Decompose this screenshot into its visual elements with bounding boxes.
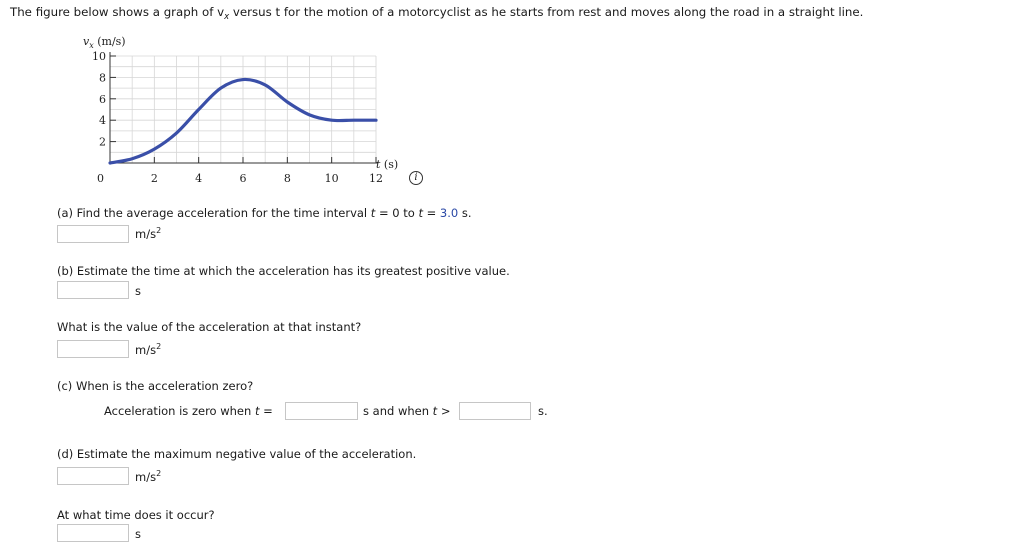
answer-b2-input[interactable]	[57, 340, 129, 358]
velocity-time-graph	[0, 0, 1024, 200]
x-tick-label: 6	[239, 172, 247, 185]
x-axis-label: t (s)	[376, 158, 399, 171]
answer-c1-input[interactable]	[285, 402, 358, 420]
answer-b-input[interactable]	[57, 281, 129, 299]
answer-c2-input[interactable]	[459, 402, 531, 420]
origin-label: 0	[97, 172, 104, 185]
question-d-followup: At what time does it occur?	[57, 508, 215, 522]
y-tick-label: 4	[99, 114, 106, 128]
y-tick-label: 2	[99, 135, 106, 149]
x-tick-label: 12	[369, 172, 383, 185]
problem-statement: The figure below shows a graph of $v_x$ versus t for the motion of a motorcyclist as he starts from rest and moves along the road in a straight line.	[10, 5, 864, 22]
x-tick-label: 10	[324, 172, 339, 185]
unit-b2: $m/s^2$	[135, 342, 162, 357]
question-d: (d) Estimate the maximum negative value of the acceleration.	[57, 447, 417, 461]
x-tick-label: 4	[195, 172, 203, 185]
unit-d: $m/s^2$	[135, 469, 162, 484]
y-tick-label: 6	[99, 92, 106, 106]
unit-a: $m/s^2$	[135, 226, 162, 241]
y-tick-label: 8	[99, 71, 106, 85]
unit-d2: s	[135, 527, 141, 541]
y-tick-label: 10	[92, 50, 106, 63]
question-c-line: Acceleration is zero when t =	[104, 404, 273, 418]
answer-a-input[interactable]	[57, 225, 129, 243]
question-c-end: s.	[538, 404, 548, 418]
info-icon[interactable]: i	[409, 171, 423, 185]
question-b-followup: What is the value of the acceleration at that instant?	[57, 320, 362, 334]
answer-d-input[interactable]	[57, 467, 129, 485]
question-a: (a) Find the average acceleration for the time interval t = 0 to t = 3.0 s.	[57, 206, 472, 220]
x-tick-label: 8	[283, 172, 291, 185]
answer-d2-input[interactable]	[57, 524, 129, 542]
question-c-and: s and when t >	[363, 404, 451, 418]
question-b: (b) Estimate the time at which the acceleration has its greatest positive value.	[57, 264, 510, 278]
x-tick-label: 2	[150, 172, 158, 185]
y-axis-label: $v_x$ (m/s)	[83, 35, 126, 50]
unit-b: s	[135, 284, 141, 298]
graph-grid	[110, 52, 378, 163]
question-c: (c) When is the acceleration zero?	[57, 379, 254, 393]
